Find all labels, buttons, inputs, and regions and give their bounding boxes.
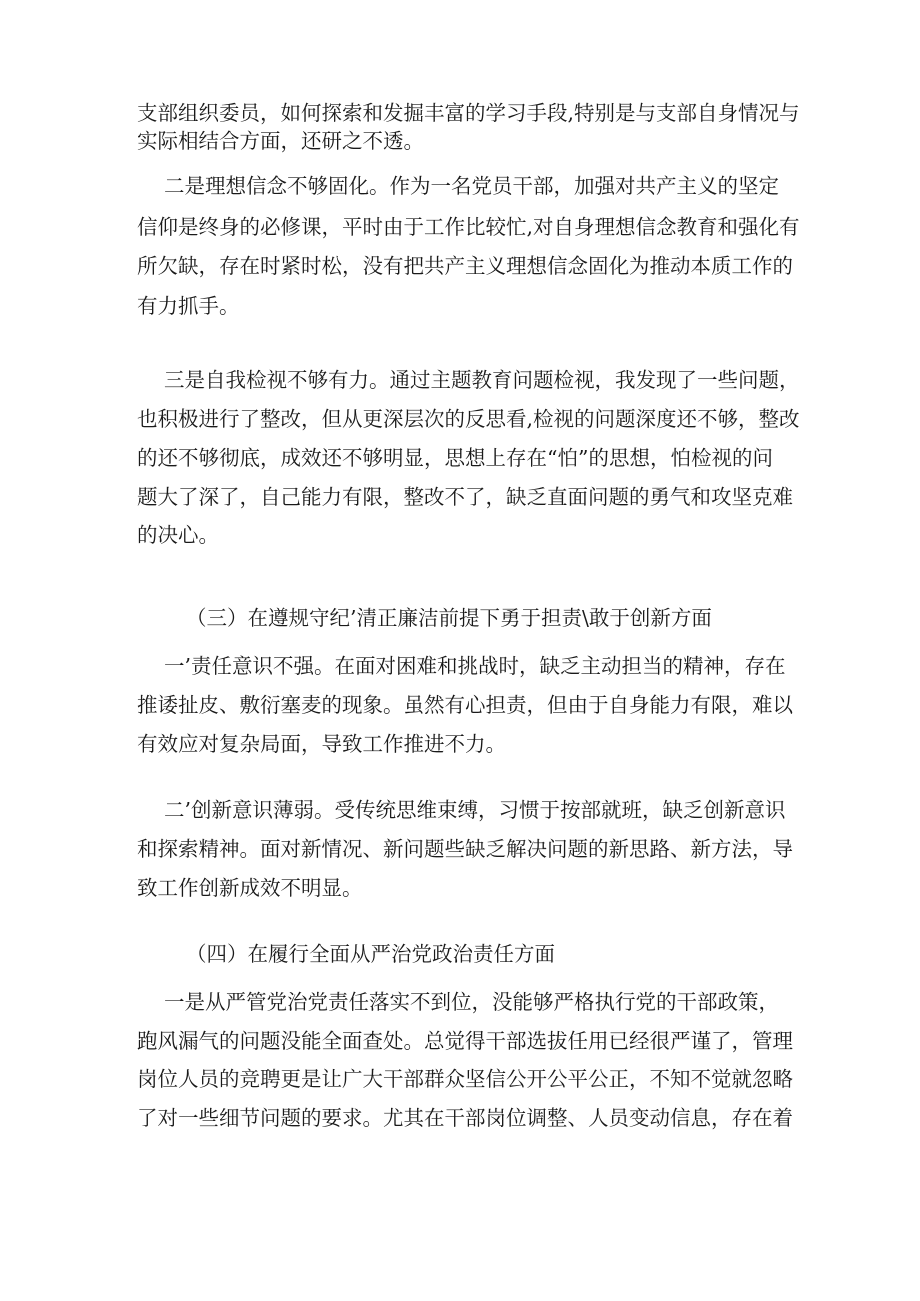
text-line: 一是从严管党治党责任落实不到位，没能够严格执行党的干部政策， [164, 990, 779, 1014]
section-heading-3 [137, 606, 787, 630]
section-heading-text: （三）在遵规守纪’清正廉洁前提下勇于担责\敢于创新方面 [186, 606, 712, 630]
paragraph-2 [137, 174, 800, 318]
paragraph-1 [137, 101, 800, 153]
text-line: 岗位人员的竞聘更是让广大干部群众坚信公开公平公正，不知不觉就忽略 [137, 1067, 793, 1091]
text-line: 支部组织委员，如何探索和发掘丰富的学习手段,特别是与支部自身情况与 [137, 101, 800, 125]
text-line: 题大了深了，自己能力有限，整改不了，缺乏直面问题的勇气和攻坚克难 [137, 485, 793, 509]
text-line: 有效应对复杂局面，导致工作推进不力。 [137, 732, 506, 756]
section-heading-4 [137, 942, 787, 966]
text-line: 跑风漏气的问题没能全面查处。总觉得干部选拔任用已经很严谨了，管理 [137, 1029, 793, 1053]
text-line: 三是自我检视不够有力。通过主题教育问题检视，我发现了一些问题， [164, 368, 800, 392]
text-line: 有力抓手。 [137, 294, 240, 318]
text-line: 推诿扯皮、敷衍塞麦的现象。虽然有心担责，但由于自身能力有限，难以 [137, 693, 793, 717]
paragraph-5 [137, 798, 793, 900]
text-line: 了对一些细节问题的要求。尤其在干部岗位调整、人员变动信息，存在着 [137, 1106, 793, 1130]
text-line: 也积极进行了整改，但从更深层次的反思看,检视的问题深度还不够，整改 [137, 407, 800, 431]
section-heading-text: （四）在履行全面从严治党政治责任方面 [186, 942, 555, 966]
text-line: 二’创新意识薄弱。受传统思维束缚，习惯于按部就班，缺乏创新意识 [164, 798, 786, 822]
text-line: 的还不够彻底，成效还不够明显，思想上存在“怕”的思想，怕检视的问 [137, 446, 773, 470]
text-line: 致工作创新成效不明显。 [137, 876, 363, 900]
text-line: 和探索精神。面对新情况、新问题些缺乏解决问题的新思路、新方法，导 [137, 837, 793, 861]
paragraph-4 [137, 654, 793, 756]
text-line: 实际相结合方面，还研之不透。 [137, 129, 424, 153]
text-line: 所欠缺，存在时紧时松，没有把共产主义理想信念固化为推动本质工作的 [137, 254, 793, 278]
text-line: 一’责任意识不强。在面对困难和挑战时，缺乏主动担当的精神，存在 [164, 654, 786, 678]
paragraph-3 [137, 368, 800, 547]
text-line: 二是理想信念不够固化。作为一名党员干部，加强对共产主义的坚定 [164, 174, 779, 198]
paragraph-6 [137, 990, 793, 1130]
text-line: 的决心。 [137, 523, 219, 547]
text-line: 信仰是终身的必修课，平时由于工作比较忙,对自身理想信念教育和强化有 [137, 215, 800, 239]
